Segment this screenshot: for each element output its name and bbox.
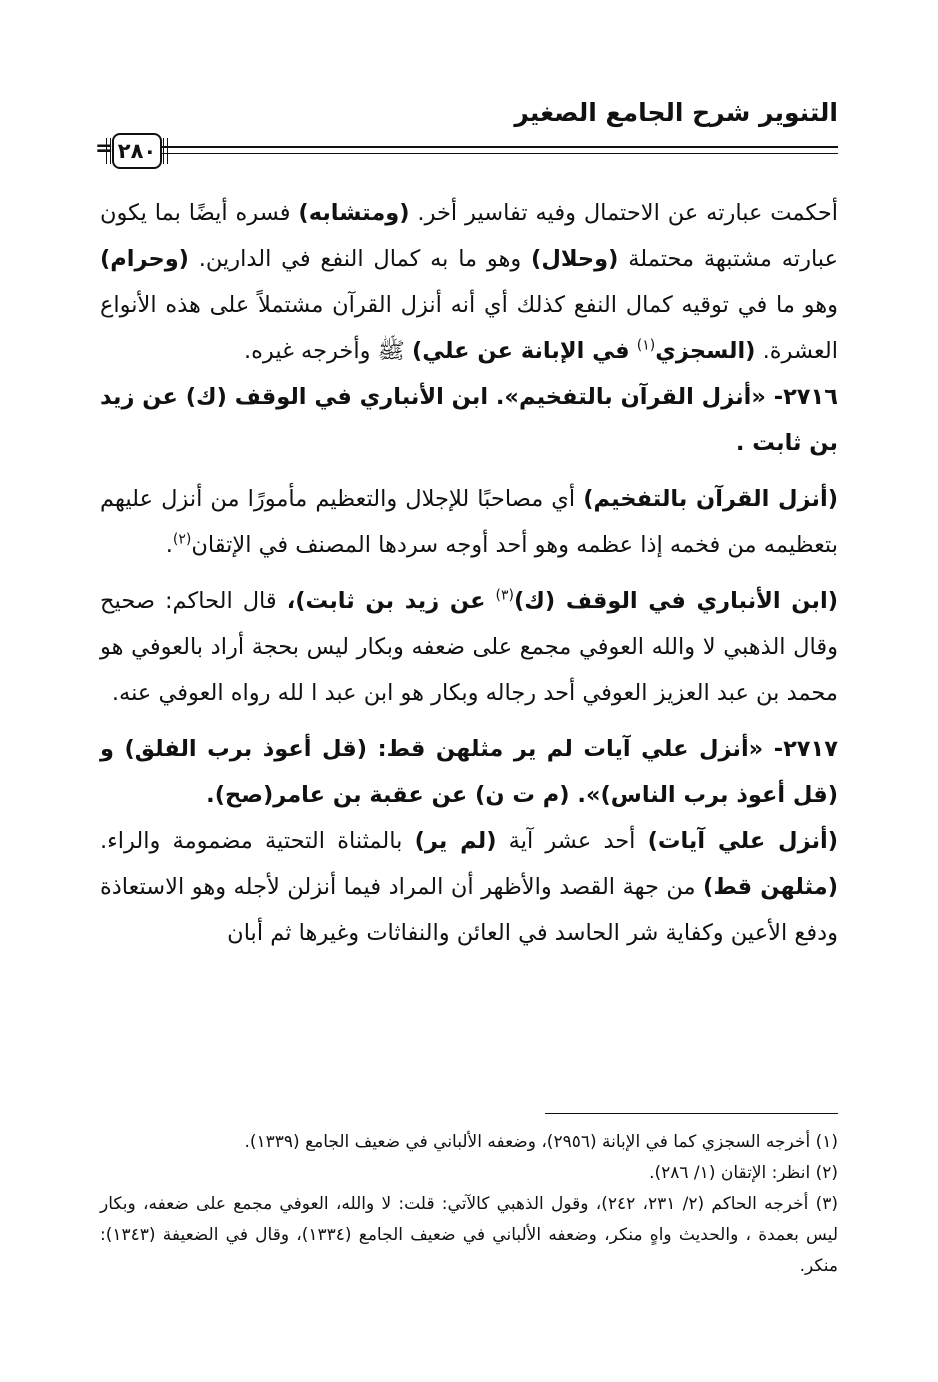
text: ﷺ وأخرجه غيره. <box>243 338 405 364</box>
text: من جهة القصد والأظهر أن المراد فيما أنزلن لأجله وهو الاستعاذة ودفع الأعين وكفاية شر الحاسد في العائن والنفاثات وغيرها ثم أبان <box>100 874 838 946</box>
header-equals-mark: = <box>95 136 114 161</box>
text: أحد عشر آية <box>508 828 636 854</box>
hadith-heading-2717: ٢٧١٧- «أنزل علي آيات لم ير مثلهن قط: (قل أعوذ برب الفلق) و (قل أعوذ برب الناس)». (م ت ن) عن عقبة بن عامر(صح). <box>100 736 838 808</box>
text: . <box>165 532 173 558</box>
footnote-1: (١) أخرجه السجزي كما في الإبانة (٢٩٥٦)، وضعفه الألباني في ضعيف الجامع (١٣٣٩). <box>244 1132 838 1152</box>
text: أحكمت عبارته عن الاحتمال وفيه تفاسير أخر. <box>417 200 838 226</box>
text: أي مصاحبًا للإجلال والتعظيم مأمورًا من أنزل عليهم بتعظيمه من فخمه إذا عظمه وهو أحد أوجه سردها المصنف في الإتقان <box>100 486 838 558</box>
text: فسره أيضًا بما يكون عبارته مشتبهة محتملة <box>100 200 839 272</box>
quoted-term: (لم ير) <box>414 828 497 854</box>
quoted-term: (أنزل علي آيات) <box>647 828 839 854</box>
text: قال الحاكم: صحيح وقال الذهبي لا والله العوفي مجمع على ضعفه وبكار ليس بحجة أراد بالعوفي هو محمد بن عبد العزيز العوفي أحد رجاله وبكار هو ابن عبد ا لله رواه العوفي عنه. <box>100 588 838 706</box>
quoted-term: (ومتشابه) <box>298 200 410 226</box>
text: وهو ما به كمال النفع في الدارين. <box>198 246 522 272</box>
hadith-heading-2716: ٢٧١٦- «أنزل القرآن بالتفخيم». ابن الأنباري في الوقف (ك) عن زيد بن ثابت . <box>100 384 838 456</box>
quoted-term: (ابن الأنباري في الوقف (ك) <box>513 588 838 614</box>
quoted-term: (مثلهن قط) <box>703 874 838 900</box>
quoted-term: في الإبانة عن علي) <box>411 338 630 364</box>
quoted-term: (وحرام) <box>100 246 189 272</box>
commentary-paragraph-1 <box>100 190 838 374</box>
commentary-paragraph-2 <box>100 476 838 568</box>
quoted-term: عن زيد بن ثابت)، <box>286 588 486 614</box>
footnote-marker[interactable]: (٢) <box>172 531 192 548</box>
commentary-paragraph-4 <box>100 818 838 956</box>
quoted-term: (وحلال) <box>531 246 619 272</box>
footnote-marker[interactable]: (٣) <box>495 587 514 604</box>
body-text <box>100 190 838 956</box>
footnote-3: (٣) أخرجه الحاكم (٢/ ٢٣١، ٢٤٢)، وقول الذهبي كالآتي: قلت: لا والله، العوفي مجمع على ضعفه، وبكار ليس بعمدة ، والحديث واهٍ منكر، وضعفه الألباني في ضعيف الجامع (١٣٣٤)، وقال في الضعيفة (١٣٤٣): منكر. <box>100 1194 838 1276</box>
footnotes <box>100 1127 838 1282</box>
footnote-separator <box>545 1113 838 1114</box>
footnote-2: (٢) انظر: الإتقان (١/ ٢٨٦). <box>649 1163 838 1183</box>
text: بالمثناة التحتية مضمومة والراء. <box>100 828 403 854</box>
commentary-paragraph-3 <box>100 578 838 716</box>
header-rule <box>160 146 838 154</box>
quoted-term: (السجزي <box>655 338 756 364</box>
running-title: التنوير شرح الجامع الصغير <box>514 98 838 127</box>
quoted-term: (أنزل القرآن بالتفخيم) <box>583 486 839 512</box>
text: وهو ما في توقيه كمال النفع كذلك أي أنه أنزل القرآن مشتملاً على هذه الأنواع العشرة. <box>100 292 838 364</box>
footnote-marker[interactable]: (١) <box>636 337 656 354</box>
page-number: ٢٨٠ <box>112 133 162 169</box>
